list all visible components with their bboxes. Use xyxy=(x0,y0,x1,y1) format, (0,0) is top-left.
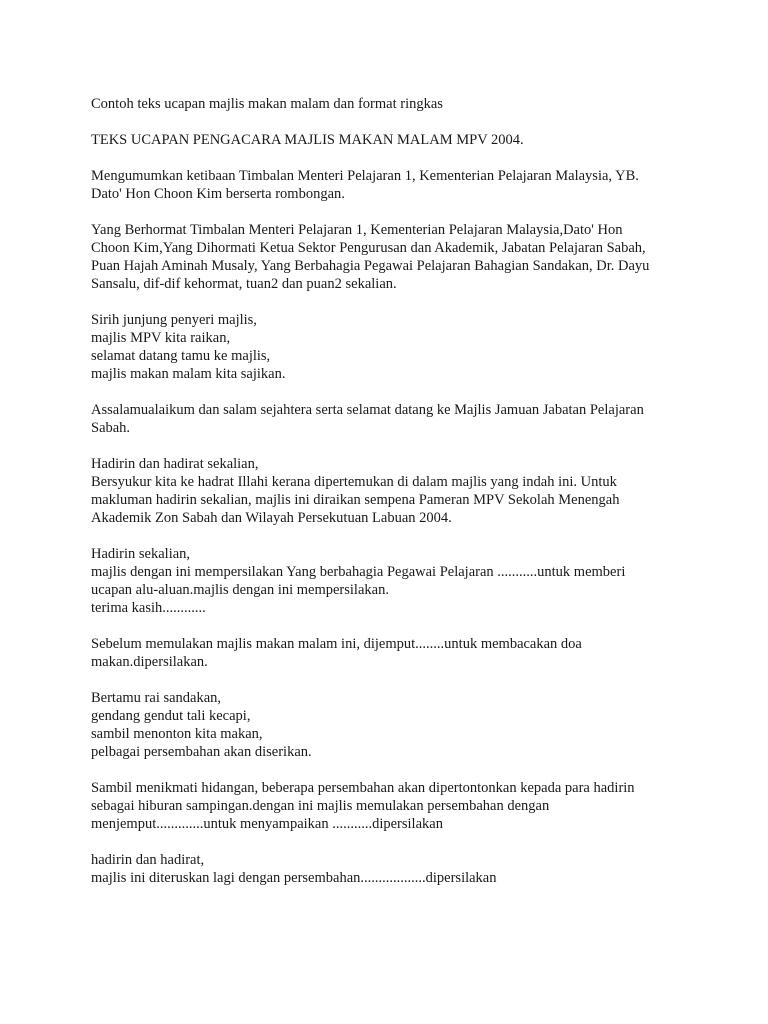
text-line: Sirih junjung penyeri majlis, xyxy=(91,312,257,328)
paragraph-greeting xyxy=(91,401,691,437)
text-line: gendang gendut tali kecapi, xyxy=(91,708,251,724)
text-line: Choon Kim,Yang Dihormati Ketua Sektor Pengurusan dan Akademik, Jabatan Pelajaran Sabah, xyxy=(91,240,646,256)
paragraph-continuation xyxy=(91,851,691,887)
text-line: pelbagai persembahan akan diserikan. xyxy=(91,744,312,760)
document-body xyxy=(91,95,691,905)
text-line: Puan Hajah Aminah Musaly, Yang Berbahagia Pegawai Pelajaran Bahagian Sandakan, Dr. Dayu xyxy=(91,258,650,274)
text-line: majlis MPV kita raikan, xyxy=(91,330,231,346)
text-line: Sebelum memulakan majlis makan malam ini, dijemput........untuk membacakan doa xyxy=(91,636,582,652)
text-line: majlis ini diteruskan lagi dengan persembahan..................dipersilakan xyxy=(91,870,497,886)
text-line: Contoh teks ucapan majlis makan malam dan format ringkas xyxy=(91,96,443,112)
text-line: Hadirin sekalian, xyxy=(91,546,191,562)
text-line: makluman hadirin sekalian, majlis ini diraikan sempena Pameran MPV Sekolah Menengah xyxy=(91,492,620,508)
text-line: hadirin dan hadirat, xyxy=(91,852,205,868)
text-line: ucapan alu-aluan.majlis dengan ini mempersilakan. xyxy=(91,582,389,598)
text-line: Dato' Hon Choon Kim berserta rombongan. xyxy=(91,186,345,202)
text-line: makan.dipersilakan. xyxy=(91,654,208,670)
paragraph-salutation xyxy=(91,221,691,293)
speech-title xyxy=(91,131,691,149)
text-line: Sabah. xyxy=(91,420,131,436)
paragraph-announcement xyxy=(91,167,691,203)
text-line: sebagai hiburan sampingan.dengan ini majlis memulakan persembahan dengan xyxy=(91,798,550,814)
pantun-2 xyxy=(91,689,691,761)
text-line: selamat datang tamu ke majlis, xyxy=(91,348,271,364)
paragraph-gratitude xyxy=(91,455,691,527)
paragraph-performances xyxy=(91,779,691,833)
document-heading xyxy=(91,95,691,113)
pantun-1 xyxy=(91,311,691,383)
paragraph-prayer xyxy=(91,635,691,671)
text-line: Sambil menikmati hidangan, beberapa persembahan akan dipertontonkan kepada para hadirin xyxy=(91,780,635,796)
text-line: Bertamu rai sandakan, xyxy=(91,690,222,706)
text-line: Bersyukur kita ke hadrat Illahi kerana dipertemukan di dalam majlis yang indah ini. Untuk xyxy=(91,474,617,490)
text-line: Akademik Zon Sabah dan Wilayah Persekutuan Labuan 2004. xyxy=(91,510,452,526)
text-line: Sansalu, dif-dif kehormat, tuan2 dan puan2 sekalian. xyxy=(91,276,397,292)
text-line: Assalamualaikum dan salam sejahtera serta selamat datang ke Majlis Jamuan Jabatan Pelajaran xyxy=(91,402,644,418)
text-line: terima kasih............ xyxy=(91,600,206,616)
text-line: majlis dengan ini mempersilakan Yang berbahagia Pegawai Pelajaran ...........untuk memberi xyxy=(91,564,626,580)
paragraph-welcome-speech xyxy=(91,545,691,617)
text-line: menjemput.............untuk menyampaikan ...........dipersilakan xyxy=(91,816,443,832)
text-line: Mengumumkan ketibaan Timbalan Menteri Pelajaran 1, Kementerian Pelajaran Malaysia, YB. xyxy=(91,168,639,184)
text-line: majlis makan malam kita sajikan. xyxy=(91,366,286,382)
text-line: Yang Berhormat Timbalan Menteri Pelajaran 1, Kementerian Pelajaran Malaysia,Dato' Hon xyxy=(91,222,623,238)
text-line: Hadirin dan hadirat sekalian, xyxy=(91,456,259,472)
text-line: TEKS UCAPAN PENGACARA MAJLIS MAKAN MALAM MPV 2004. xyxy=(91,132,524,148)
text-line: sambil menonton kita makan, xyxy=(91,726,263,742)
